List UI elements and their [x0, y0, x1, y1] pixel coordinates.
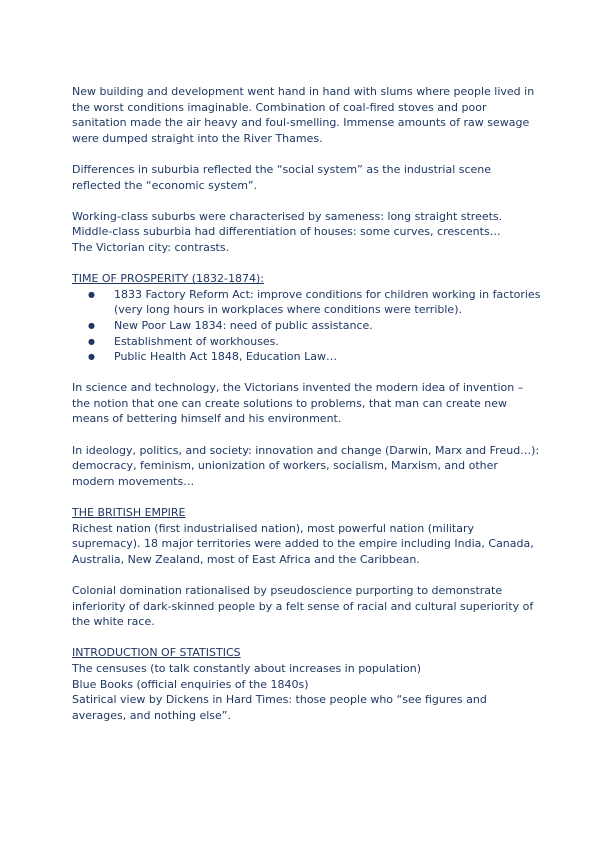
document-page	[72, 84, 542, 723]
paragraph-suburbia: Differences in suburbia reflected the “social system” as the industrial scene reflected the “economic system”.	[72, 162, 492, 192]
heading-empire: THE BRITISH EMPIRE	[72, 506, 186, 520]
paragraph-science: In science and technology, the Victorians invented the modern idea of invention – the notion that one can create solutions to problems, that man can create new means of bettering himself and his environment.	[72, 381, 524, 426]
list-item: ● Public Health Act 1848, Education Law…	[88, 349, 542, 365]
paragraph-empire-nation: Richest nation (first industrialised nation), most powerful nation (military supremacy). 18 major territories were added to the empire including India, Canada, Australia, New Zealand, most of East Africa and the Caribbean.	[72, 521, 534, 566]
heading-prosperity: TIME OF PROSPERITY (1832-1874):	[72, 272, 264, 286]
paragraph-empire-domination: Colonial domination rationalised by pseudoscience purporting to demonstrate inferiority of dark-skinned people by a felt sense of racial and cultural superiority of the white race.	[72, 584, 534, 629]
paragraph-censuses: The censuses (to talk constantly about increases in population)	[72, 661, 422, 675]
paragraph-middle-class: Middle-class suburbia had differentiation of houses: some curves, crescents…	[72, 225, 501, 239]
paragraph-blue-books: Blue Books (official enquiries of the 1840s)	[72, 677, 309, 691]
paragraph-dickens: Satirical view by Dickens in Hard Times: those people who “see figures and averages, and nothing else”.	[72, 693, 487, 722]
list-item: ● 1833 Factory Reform Act: improve conditions for children working in factories (very long hours in workplaces where conditions were terrible).	[88, 287, 542, 318]
list-item: ● Establishment of workhouses.	[88, 334, 542, 350]
list-item: ● New Poor Law 1834: need of public assistance.	[88, 318, 542, 334]
paragraph-working-class: Working-class suburbs were characterised by sameness: long straight streets.	[72, 209, 503, 223]
paragraph-slums: New building and development went hand in hand with slums where people lived in the worst conditions imaginable. Combination of coal-fired stoves and poor sanitation made the air heavy and foul-smelling. Immense amounts of raw sewage were dumped straight into the River Thames.	[72, 85, 535, 145]
heading-statistics: INTRODUCTION OF STATISTICS	[72, 646, 241, 660]
paragraph-ideology: In ideology, politics, and society: innovation and change (Darwin, Marx and Freud…): democracy, feminism, unionization of workers, socialism, Marxism, and other modern movements…	[72, 443, 540, 488]
prosperity-list	[72, 287, 542, 365]
paragraph-victorian-city: The Victorian city: contrasts.	[72, 240, 230, 254]
